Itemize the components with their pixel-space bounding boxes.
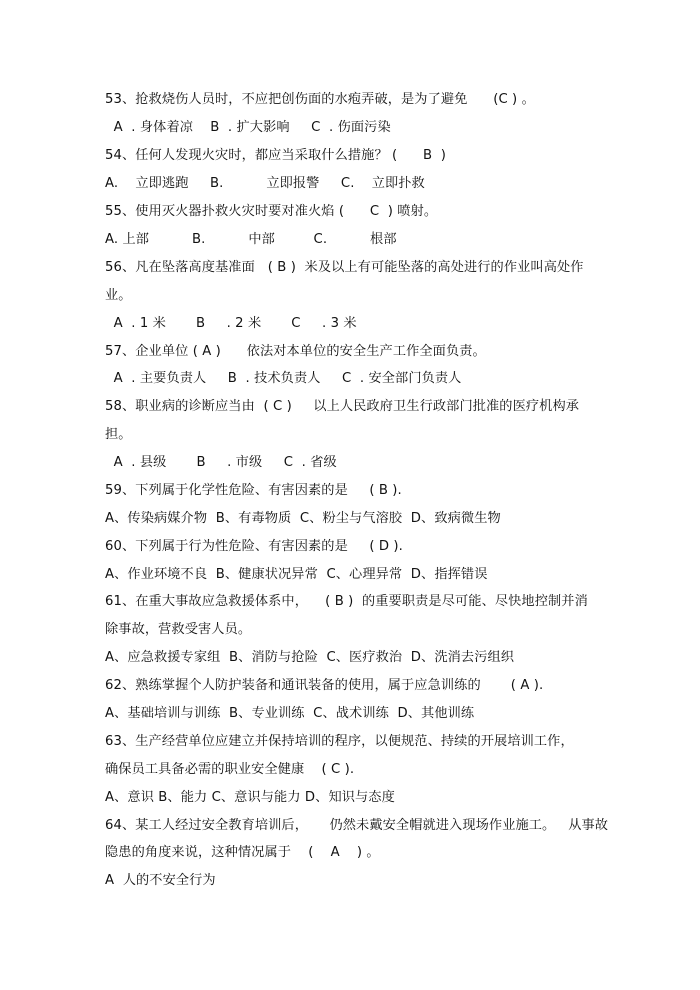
question-53: 53、抢救烧伤人员时，不应把创伤面的水疱弄破，是为了避免 (C ) 。 (105, 92, 535, 107)
question-63: 63、生产经营单位应建立并保持培训的程序，以便规范、持续的开展培训工作， (105, 734, 574, 749)
options-64: A 人的不安全行为 (105, 873, 216, 888)
options-58: A . 县级 B . 市级 C . 省级 (105, 455, 337, 470)
options-53: A . 身体着凉 B . 扩大影响 C . 伤面污染 (105, 120, 391, 135)
options-55: A. 上部 B. 中部 C. 根部 (105, 232, 397, 247)
question-54: 54、任何人发现火灾时，都应当采取什么措施？ ( B ) (105, 148, 446, 163)
options-62: A、基础培训与训练 B、专业训练 C、战术训练 D、其他训练 (105, 706, 475, 721)
question-64-cont: 隐患的角度来说，这种情况属于 ( A ) 。 (105, 845, 380, 860)
question-63-cont: 确保员工具备必需的职业安全健康 ( C ). (105, 762, 355, 777)
question-58: 58、职业病的诊断应当由 ( C ) 以上人民政府卫生行政部门批准的医疗机构承 (105, 399, 580, 414)
question-59: 59、下列属于化学性危险、有害因素的是 ( B ). (105, 483, 402, 498)
question-61-cont: 除事故，营救受害人员。 (105, 622, 252, 637)
options-54: A. 立即逃跑 B. 立即报警 C. 立即扑救 (105, 176, 425, 191)
options-59: A、传染病媒介物 B、有毒物质 C、粉尘与气溶胶 D、致病微生物 (105, 511, 501, 526)
question-64: 64、某工人经过安全教育培训后， 仍然未戴安全帽就进入现场作业施工。 从事故 (105, 818, 609, 833)
options-57: A . 主要负责人 B . 技术负责人 C . 安全部门负责人 (105, 371, 462, 386)
options-63: A、意识 B、能力 C、意识与能力 D、知识与态度 (105, 790, 395, 805)
question-60: 60、下列属于行为性危险、有害因素的是 ( D ). (105, 539, 403, 554)
question-55: 55、使用灭火器扑救火灾时要对准火焰 ( C ) 喷射。 (105, 204, 438, 219)
options-61: A、应急救援专家组 B、消防与抢险 C、医疗救治 D、洗消去污组织 (105, 650, 515, 665)
question-56-cont: 业。 (105, 288, 132, 303)
question-61: 61、在重大事故应急救援体系中， ( B ) 的重要职责是尽可能、尽快地控制并消 (105, 594, 588, 609)
question-62: 62、熟练掌握个人防护装备和通讯装备的使用，属于应急训练的 ( A ). (105, 678, 544, 693)
question-56: 56、凡在坠落高度基准面 ( B ) 米及以上有可能坠落的高处进行的作业叫高处作 (105, 260, 584, 275)
options-56: A . 1 米 B . 2 米 C . 3 米 (105, 316, 357, 331)
options-60: A、作业环境不良 B、健康状况异常 C、心理异常 D、指挥错误 (105, 567, 488, 582)
question-58-cont: 担。 (105, 427, 132, 442)
question-57: 57、企业单位 ( A ) 依法对本单位的安全生产工作全面负责。 (105, 344, 486, 359)
